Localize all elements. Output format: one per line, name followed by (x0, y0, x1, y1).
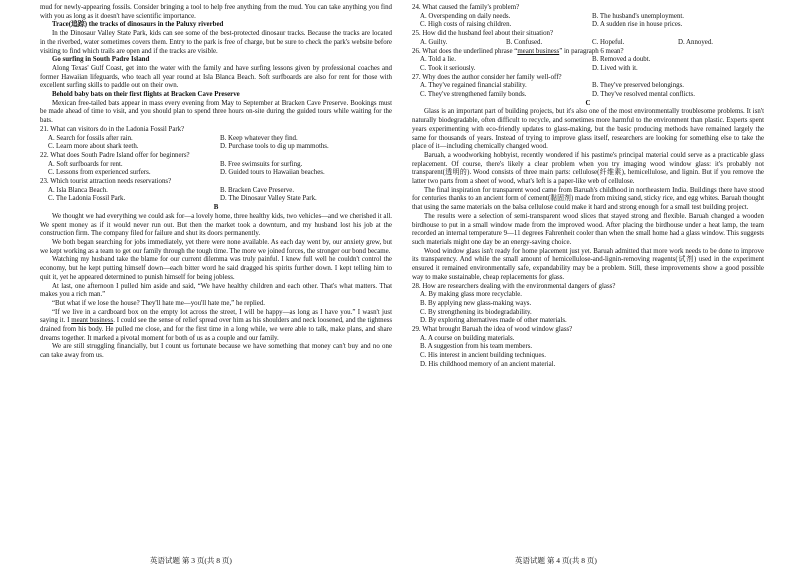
option-25b: B. Confused. (506, 38, 543, 46)
section-title-dinosaur: Trace(追踪) the tracks of dinosaurs in the Paluxy riverbed (52, 21, 224, 29)
option-23b: B. Bracken Cave Preserve. (220, 186, 295, 194)
option-24b: B. The husband's unemployment. (592, 12, 685, 20)
passage-b-paragraph-1: We thought we had everything we could ask for—a lovely home, three healthy kids, two vehicles—and we cherished it all. We spent money as if it would never run out. But then the market took a downturn, and my husband lost his job at the construction firm. The company filed for failure and shut its doors permanently. (40, 212, 392, 238)
option-22a: A. Soft surfboards for rent. (48, 160, 123, 168)
section-heading-c: C (585, 99, 591, 107)
page-footer-right: 英语试题 第 4 页(共 8 页) (515, 556, 597, 565)
option-25d: D. Annoyed. (678, 38, 714, 46)
question-23-options (48, 187, 392, 204)
option-28c: C. By strengthening its biodegradability. (420, 308, 532, 316)
option-27a: A. They've regained financial stability. (420, 82, 527, 90)
section-body-surfing: Along Texas' Gulf Coast, get into the water with the family and have surfing lessons given by professional coaches and former Hawaiian lifeguards, who teach all year round at Isla Blanca Beach. Soft surfboards are also for rent for those with excellent surfing skills to paddle out on their own. (40, 64, 392, 90)
option-27d: D. They've resolved mental conflicts. (592, 91, 695, 99)
section-title-surfing: Go surfing in South Padre Island (52, 56, 150, 64)
question-29: 29. What brought Baruah the idea of wood window glass? (412, 326, 573, 334)
option-24c: C. High costs of raising children. (420, 21, 512, 29)
option-21b: B. Keep whatever they find. (220, 134, 298, 142)
option-27c: C. They've strengthened family bonds. (420, 91, 527, 99)
question-25-options (420, 39, 764, 48)
question-26 (412, 48, 764, 57)
option-28b: B. By applying new glass-making ways. (420, 299, 532, 307)
section-heading-b: B (213, 204, 219, 212)
option-26c: C. Took it seriously. (420, 64, 476, 72)
option-21a: A. Search for fossils after rain. (48, 134, 133, 142)
option-29a: A. A course on building materials. (420, 334, 515, 342)
section-body-dinosaur: In the Dinosaur Valley State Park, kids can see some of the best-protected dinosaur tracks. Because the tracks are located in the riverbed, water sometimes covers them. Entry to the park is free of charge, but be sure to check the park's website before visiting to find which trails are open and if the tracks are visible. (40, 30, 392, 55)
passage-c-paragraph-2: Baruah, a woodworking hobbyist, recently wondered if his pastime's principal material could serve as a practicable glass replacement. Of course, there's likely a clear problem when you try imaging wood window glass: it's probably not transparent(透明的). Wood consists of three main parts: cellulose(纤维素), hemicellulose, and lignin. But if you remove the latter two parts from a sheet of wood, what's left is a paper-like web of cellulose. (412, 151, 764, 186)
option-29b: B. A suggestion from his team members. (420, 343, 533, 351)
underlined-phrase: meant business (71, 317, 114, 325)
option-27b: B. They've preserved belongings. (592, 82, 685, 90)
question-21: 21. What can visitors do in the Ladonia Fossil Park? (40, 125, 185, 133)
passage-b-paragraph-5: “But what if we lose the house? They'll hate me—you'll hate me,” he replied. (52, 299, 266, 307)
question-21-options (48, 135, 392, 152)
question-26-phrase: meant business (517, 47, 560, 55)
option-23d: D. The Dinosaur Valley State Park. (220, 195, 317, 203)
option-21d: D. Purchase tools to dig up mammoths. (220, 143, 329, 151)
question-25: 25. How did the husband feel about their situation? (412, 30, 554, 38)
page-footer-left: 英语试题 第 3 页(共 8 页) (150, 556, 232, 565)
option-25c: C. Hopeful. (592, 38, 625, 46)
passage-c-paragraph-4: The results were a selection of semi-transparent wood slices that stayed strong and flexible. Baruah changed a wooden birdhouse to put in a small window made from the improved wood. After placing the birdhouse under a heat lamp, the team recorded an internal temperature 9—11 degrees Fahrenheit cooler than when the small home had a glass window. This suggests such materials might one day be an energy-saving choice. (412, 212, 764, 246)
option-21c: C. Learn more about shark teeth. (48, 143, 139, 151)
option-22c: C. Lessons from experienced surfers. (48, 169, 151, 177)
question-28-options (420, 291, 764, 326)
question-26-text-end: ” in paragraph 6 mean? (559, 47, 624, 55)
passage-b-paragraph-7: We are still struggling financially, but I count us fortunate because we have something that money can't buy and no one can take away from us. (40, 343, 392, 360)
option-26b: B. Removed a doubt. (592, 56, 651, 64)
passage-c-paragraph-1: Glass is an important part of building projects, but it's also one of the most environmentally troublesome problems. It isn't naturally biodegradable, often difficult to recycle, and sometimes more harmful to the environment than plastic. Experts spent years experimenting with eco-friendly updates to glass-making, but the basic producing methods have remained largely the same for thousands of years. Instead of trying to improve glass itself, researchers are looking for something else to take the place of it—including chemically changed wood. (412, 108, 764, 151)
question-27-options (420, 82, 764, 99)
passage-c-paragraph-3: The final inspiration for transparent wood came from Baruah's childhood in northeastern India. Buildings there have stood for centuries thanks to an ancient form of cement(黏固剂) made from mixing sand, sticky rice, and egg whites. Baruah thought that using the same materials on the balsa cellulose could make it hard and strong enough for a small test building project. (412, 186, 764, 212)
question-28: 28. How are researchers dealing with the environmental dangers of glass? (412, 282, 616, 290)
option-23a: A. Isla Blanca Beach. (48, 186, 108, 194)
question-22-options (48, 161, 392, 178)
passage-b-paragraph-2: We both began searching for jobs immediately, yet there were none available. As each day went by, our anxiety grew, but we kept working as a team to get our family through the tough time. The more we joined forces, the stronger our bond became. (40, 238, 392, 255)
question-24: 24. What caused the family's problem? (412, 4, 520, 11)
right-page-column (412, 4, 764, 370)
intro-paragraph: mud for newly-appearing fossils. Consider bringing a tool to help free anything from the mud. You can take anything you find with you as long as it doesn't have scientific importance. (40, 4, 392, 20)
question-26-text-start: 26. What does the underlined phrase “ (412, 47, 518, 55)
option-26d: D. Lived with it. (592, 64, 638, 72)
option-25a: A. Guilty. (420, 38, 448, 46)
option-24a: A. Overspending on daily needs. (420, 12, 511, 20)
option-29c: C. His interest in ancient building techniques. (420, 352, 546, 360)
option-28a: A. By making glass more recyclable. (420, 291, 522, 299)
option-22d: D. Guided tours to Hawaiian beaches. (220, 169, 325, 177)
question-23: 23. Which tourist attraction needs reservations? (40, 178, 172, 186)
paragraph-6-text-end: . I could see the sense of relief spread over him as his shoulders and neck loosened, and the tightness drained from his body. He pulled me close, and for the first time in a long while, we were able to talk, make plans, and share dreams together. It marked a pivotal moment for both of us as a couple and our family. (40, 317, 393, 342)
question-22: 22. What does South Padre Island offer for beginners? (40, 151, 190, 159)
left-page-column (40, 4, 392, 361)
passage-b-paragraph-6 (40, 309, 392, 344)
option-26a: A. Told a lie. (420, 56, 456, 64)
section-body-bats: Mexican free-tailed bats appear in mass every evening from May to September at Bracken Cave Preserve. Bookings must be made ahead of time to visit, and you should plan to spend three hours on-site during the guided tours while waiting for the bats. (40, 99, 392, 125)
section-title-bats: Behold baby bats on their first flights at Bracken Cave Preserve (52, 91, 240, 99)
option-29d: D. His childhood memory of an ancient material. (420, 360, 556, 368)
option-24d: D. A sudden rise in house prices. (592, 21, 683, 29)
passage-b-paragraph-4: At last, one afternoon I pulled him aside and said, “We have healthy children and each other. That's what matters. That makes you a rich man.” (40, 282, 392, 299)
option-28d: D. By exploring alternatives made of other materials. (420, 317, 567, 325)
question-24-options (420, 13, 764, 30)
option-22b: B. Free swimsuits for surfing. (220, 160, 303, 168)
question-27: 27. Why does the author consider her family well-off? (412, 73, 562, 81)
passage-b-paragraph-3: Watching my husband take the blame for our current dilemma was truly painful. I knew full well he couldn't control the economy, but he kept putting himself down—each bitter word he said dragged his spirits further down. I kept telling him to quit it, yet he appeared determined to punish himself for being jobless. (40, 256, 392, 281)
option-23c: C. The Ladonia Fossil Park. (48, 195, 126, 203)
question-26-options (420, 56, 764, 73)
passage-c-paragraph-5: Wood window glass isn't ready for home placement just yet. Baruah admitted that more work needs to be done to improve its transparency. And while the small amount of hemicellulose-and-lignin-removing reagents(试剂) used in the experiment ensured it remained environmentally safe, expandability may be a problem. Still, these improvements show a good possible way to make sustainable, cheap replacements for glass. (412, 247, 764, 281)
question-29-options (420, 335, 764, 370)
paragraph-6-text-start: “If we live in a cardboard box on the empty lot across the street, I will be happy—as long as I have you.” I wasn't just saying it. I (40, 308, 392, 325)
